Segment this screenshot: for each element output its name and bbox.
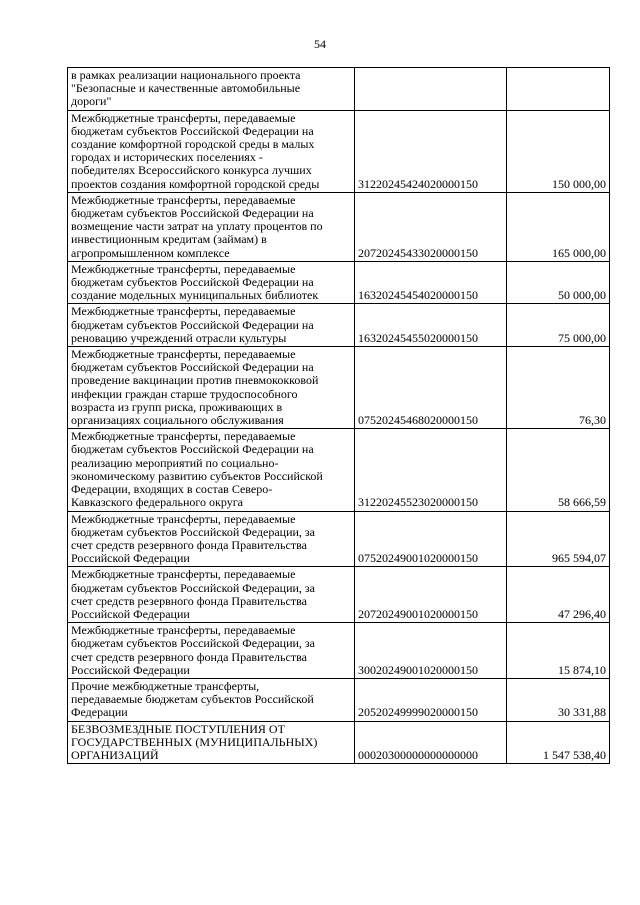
revenue-name-line: бюджетам субъектов Российской Федерации на [71,275,314,290]
revenue-name-line: Прочие межбюджетные трансферты, [71,678,260,693]
revenue-name-line: счет средств резервного фонда Правительства [71,593,307,608]
revenue-name-line: бюджетам субъектов Российской Федерации, за [71,524,315,539]
revenue-name-line: бюджетам субъектов Российской Федерации на [71,442,314,457]
table-row [68,261,610,304]
revenue-name-line: организациях социального обслуживания [71,413,284,428]
revenue-name-line: Межбюджетные трансферты, передаваемые [71,110,296,125]
table-row [68,429,610,511]
revenue-name-line: "Безопасные и качественные автомобильные [71,81,301,96]
table-row [68,304,610,347]
budget-table [67,67,610,764]
revenue-name-line: экономическому развитию субъектов Российской [71,468,323,483]
revenue-name-line: Межбюджетные трансферты, передаваемые [71,567,296,582]
revenue-name-line: Межбюджетные трансферты, передаваемые [71,623,296,638]
revenue-name-cell [68,511,355,567]
revenue-name-line: Российской Федерации [71,551,190,566]
budget-code-cell: 30020249001020000150 [355,623,507,679]
revenue-name-line: бюджетам субъектов Российской Федерации на [71,317,314,332]
table-row [68,678,610,721]
budget-code-cell: 31220245424020000150 [355,110,507,192]
revenue-name-line: агропромышленном комплексе [71,245,230,260]
budget-code-cell: 16320245454020000150 [355,261,507,304]
revenue-name-line: инвестиционным кредитам (займам) в [71,232,267,247]
budget-code-cell: 00020300000000000000 [355,721,507,764]
table-row [68,192,610,261]
revenue-name-cell [68,110,355,192]
revenue-name-cell [68,304,355,347]
revenue-name-line: проектов создания комфортной городской среды [71,176,320,191]
revenue-name-line: БЕЗВОЗМЕЗДНЫЕ ПОСТУПЛЕНИЯ ОТ [71,721,285,736]
revenue-name-line: Межбюджетные трансферты, передаваемые [71,304,296,319]
revenue-name-line: бюджетам субъектов Российской Федерации, за [71,636,315,651]
revenue-name-line: проведение вакцинации против пневмококковой [71,373,319,388]
revenue-name-cell [68,623,355,679]
revenue-name-line: ОРГАНИЗАЦИЙ [71,747,159,762]
amount-cell: 50 000,00 [507,261,610,304]
revenue-name-line: Межбюджетные трансферты, передаваемые [71,429,296,444]
revenue-name-cell [68,721,355,764]
revenue-name-line: счет средств резервного фонда Правительства [71,649,307,664]
budget-code-cell [355,68,507,111]
revenue-name-line: передаваемые бюджетам субъектов Российской [71,692,314,707]
revenue-name-line: Межбюджетные трансферты, передаваемые [71,192,296,207]
amount-cell: 75 000,00 [507,304,610,347]
revenue-name-cell [68,567,355,623]
revenue-name-line: городах и исторических поселениях - [71,150,263,165]
revenue-name-cell [68,347,355,429]
amount-cell: 1 547 538,40 [507,721,610,764]
revenue-name-line: Российской Федерации [71,606,190,621]
table-row [68,721,610,764]
revenue-name-line: в рамках реализации национального проекта [71,68,301,82]
amount-cell: 165 000,00 [507,192,610,261]
revenue-name-line: Федерации [71,705,128,720]
revenue-name-line: бюджетам субъектов Российской Федерации на [71,360,314,375]
table-row [68,623,610,679]
amount-cell: 58 666,59 [507,429,610,511]
revenue-name-cell [68,261,355,304]
table-row [68,567,610,623]
budget-code-cell: 20720245433020000150 [355,192,507,261]
amount-cell: 15 874,10 [507,623,610,679]
amount-cell: 47 296,40 [507,567,610,623]
budget-code-cell: 07520249001020000150 [355,511,507,567]
budget-code-cell: 20520249999020000150 [355,678,507,721]
revenue-name-line: инфекции граждан старше трудоспособного [71,386,298,401]
revenue-name-cell [68,678,355,721]
revenue-name-line: бюджетам субъектов Российской Федерации на [71,206,314,221]
amount-cell: 30 331,88 [507,678,610,721]
page-number: 54 [314,37,326,51]
revenue-name-line: Российской Федерации [71,662,190,677]
revenue-name-line: возмещение части затрат на уплату процентов по [71,219,323,234]
table-row [68,110,610,192]
revenue-name-line: Кавказского федерального округа [71,495,243,510]
revenue-name-line: Федерации, входящих в состав Северо- [71,482,273,497]
revenue-name-line: дороги" [71,94,112,109]
revenue-name-line: победителях Всероссийского конкурса лучших [71,163,312,178]
revenue-name-line: счет средств резервного фонда Правительства [71,537,307,552]
revenue-name-line: создание модельных муниципальных библиотек [71,288,319,303]
amount-cell: 965 594,07 [507,511,610,567]
revenue-name-cell [68,192,355,261]
revenue-name-line: бюджетам субъектов Российской Федерации на [71,123,314,138]
budget-code-cell: 20720249001020000150 [355,567,507,623]
table-row [68,511,610,567]
budget-code-cell: 31220245523020000150 [355,429,507,511]
revenue-name-line: реализацию мероприятий по социально- [71,455,279,470]
amount-cell: 76,30 [507,347,610,429]
revenue-name-line: Межбюджетные трансферты, передаваемые [71,347,296,362]
revenue-name-line: ГОСУДАРСТВЕННЫХ (МУНИЦИПАЛЬНЫХ) [71,734,318,749]
budget-code-cell: 16320245455020000150 [355,304,507,347]
table-row [68,347,610,429]
revenue-name-line: реновацию учреждений отрасли культуры [71,330,287,345]
revenue-name-cell [68,429,355,511]
revenue-name-line: создание комфортной городской среды в малых [71,137,315,152]
budget-table-body [68,68,610,764]
revenue-name-line: Межбюджетные трансферты, передаваемые [71,261,296,276]
revenue-name-line: возраста из групп риска, проживающих в [71,399,283,414]
amount-cell [507,68,610,111]
amount-cell: 150 000,00 [507,110,610,192]
revenue-name-line: бюджетам субъектов Российской Федерации, за [71,580,315,595]
budget-code-cell: 07520245468020000150 [355,347,507,429]
revenue-name-cell [68,68,355,111]
revenue-name-line: Межбюджетные трансферты, передаваемые [71,511,296,526]
table-row [68,68,610,111]
